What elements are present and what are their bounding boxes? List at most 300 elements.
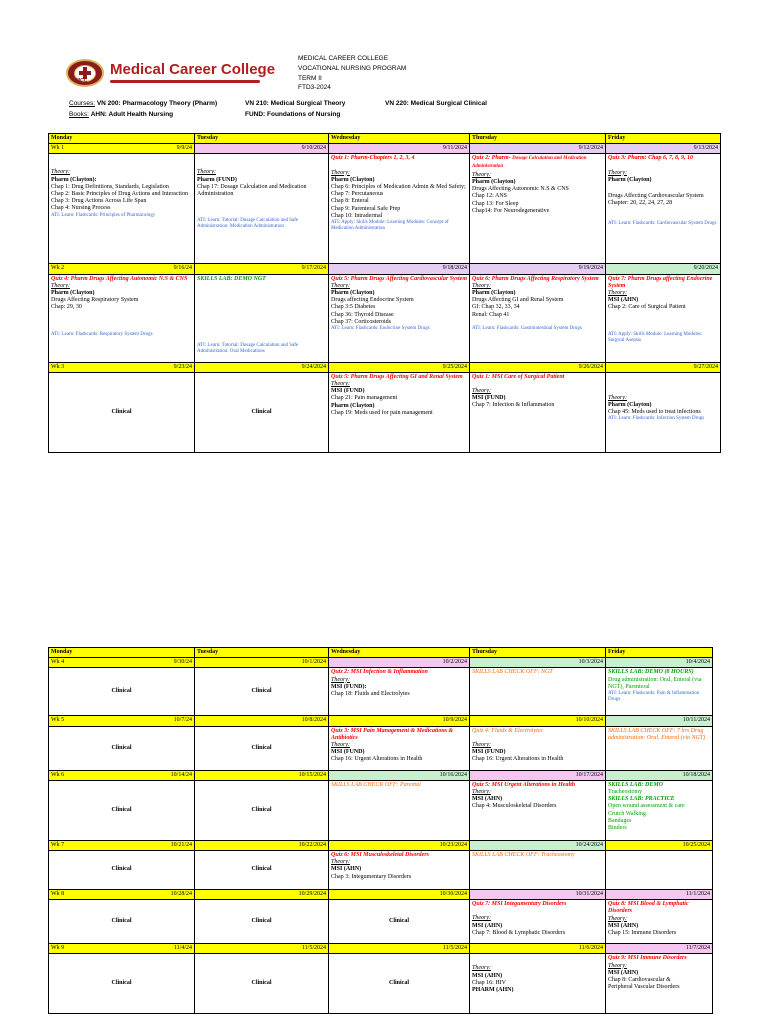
day-friday: Friday [606,134,721,144]
day-cell [606,274,721,362]
day-wednesday: Wednesday [329,134,470,144]
week-row [49,770,713,780]
quiz-label: Quiz 1: Pharm-Chapters 1, 2, 3, 4 [331,155,415,162]
chapter-line: GI: Chap 32, 33, 34 [472,304,520,311]
chapter-line: Chap 3: Drug Actions Across Life Span [51,198,147,205]
date: 9/20/2024 [693,265,718,272]
theory-label: Theory: [608,394,627,401]
theory-label: Theory: [51,282,70,289]
week-date-cell [49,362,195,372]
date: 10/17/2024 [575,771,603,778]
clinical-cell: Clinical [329,900,470,944]
skills-line: Tracheostomy [608,789,643,796]
theory-label: Theory: [331,676,350,683]
course-title: MSI (AHN) [331,866,362,873]
college-logo [66,58,276,88]
date-cell [329,890,470,900]
theory-label: Theory: [472,915,491,922]
week-label: Wk 7 [51,841,65,848]
chapter-line: Chap 36: Thyroid Disease [331,311,394,318]
date: 10/18/2024 [682,771,710,778]
quiz-label: Quiz 5: Pharm Drugs Affecting Cardiovascular System [331,275,468,282]
week-date-cell [49,716,195,726]
clinical-cell: Clinical [49,668,195,716]
theory-label: Theory: [608,915,627,922]
theory-label: Theory: [608,290,627,297]
date: 10/24/2024 [575,841,603,848]
quiz-label: Quiz 6: Pharm Drugs Affecting Respiratory System [472,275,599,282]
clinical-cell: Clinical [49,900,195,944]
day-cell [470,726,606,770]
courses-books-mid [245,98,345,120]
date: 9/18/2024 [442,265,467,272]
chapter-line: Chap 10: Intradermal [331,212,383,219]
quiz-label: Quiz 5: MSI Urgent Alterations in Health [472,781,576,788]
week-content-row [49,851,713,890]
course-title: Pharm (Clayton) [472,290,516,297]
chapter-line: Chap 9: Parenteral Safe Prep [331,205,401,212]
day-cell [329,851,470,890]
day-cell [329,780,470,840]
date: 11/4/24 [173,945,192,952]
week-row [49,264,721,274]
chapter-line: Chap 15: Immune Disorders [608,930,677,937]
week-date-cell [49,144,195,154]
day-cell [470,954,606,1014]
skills-line: Bandages [608,817,632,824]
date-cell [195,840,329,850]
date-cell [470,890,606,900]
header-line: TERM II [298,74,322,82]
date-cell [606,264,721,274]
theory-label: Theory: [472,282,491,289]
ati-link[interactable]: ATI: Learn: Flashcards: Pain & Inflammation Drugs [608,691,700,703]
theory-label: Theory: [331,169,350,176]
course-title: MSI (AHN) [472,972,503,979]
date: 10/3/2024 [578,659,603,666]
chapter-line: Drugs affecting Endocrine System [331,297,414,304]
course-title: MSI (AHN) [608,922,639,929]
week-row [49,944,713,954]
ati-link[interactable]: ATI: Learn: Flashcards: Respiratory System Drugs [51,331,153,337]
day-cell [329,726,470,770]
day-cell [470,668,606,716]
quiz-label: Quiz 6: MSI Musculoskeletal Disorders [331,852,430,859]
ati-link[interactable]: ATI: Learn: Flashcards: Infection System Drugs [608,416,705,422]
week-row [49,840,713,850]
week-row [49,144,721,154]
skills-line: Crutch Walking [608,810,646,817]
course-title: Pharm (Clayton) [331,290,375,297]
clinical-cell: Clinical [49,780,195,840]
clinical-cell: Clinical [195,954,329,1014]
day-cell [606,900,713,944]
date: 10/21/24 [170,841,192,848]
chapter-line: Renal: Chap 41 [472,311,510,318]
skills-line: Binders [608,825,627,832]
header-line: FTD3-2024 [298,84,331,92]
chapter-line: Chapter: 20, 22, 24, 27, 28 [608,200,673,207]
date: 9/10/2024 [301,145,326,152]
date-cell [329,144,470,154]
date-cell [195,770,329,780]
date-cell [195,716,329,726]
college-seal-icon: MCC [66,59,104,87]
date: 10/7/24 [173,717,192,724]
theory-label: Theory: [331,742,350,749]
date-cell [470,658,606,668]
chapter-line: Chap 2: Care of Surgical Patient [608,304,686,311]
date-cell [470,264,606,274]
date: 11/7/2024 [685,945,710,952]
date: 10/1/2024 [301,659,326,666]
skills-checkoff-label: SKILLS LAB CHECK OFF: Parental [331,781,421,788]
course-title: Pharm (Clayton) [608,176,652,183]
day-thursday: Thursday [470,134,606,144]
date: 10/11/2024 [682,717,710,724]
quiz-label: Quiz 2: MSI Infection & Inflammation [331,669,428,676]
clinical-cell: Clinical [195,851,329,890]
date: 9/17/2024 [301,265,326,272]
week-row [49,362,721,372]
date: 10/25/2024 [682,841,710,848]
theory-label: Theory: [472,965,491,972]
day-cell [470,900,606,944]
day-cell [329,372,470,452]
theory-label: Theory: [472,388,491,395]
ati-link[interactable]: ATI: Apply: Skills Module: Learning Modules: Surgical Asepsis [608,331,703,343]
theory-label: Theory: [331,282,350,289]
quiz-label: Quiz 8: MSI Blood & Lymphatic Disorders [608,901,689,915]
course-title: Pharm (Clayton) [331,176,375,183]
chapter-line: Chap: 29, 30 [51,304,82,311]
quiz-label: Quiz 4: Pharm Drugs Affecting Autonomic N.S & CNS [51,275,188,282]
courses-label: Courses: [69,100,96,107]
skills-line: Open wound assessment & care [608,803,685,810]
date: 10/16/2024 [439,771,467,778]
day-tuesday: Tuesday [195,134,329,144]
date-cell [195,264,329,274]
theory-label: Theory: [331,859,350,866]
chapter-line: Chap 8: Enteral [331,198,369,205]
date: 10/29/2024 [298,891,326,898]
date: 9/24/2024 [301,363,326,370]
clinical-cell: Clinical [49,851,195,890]
quiz-label: Quiz 1: MSI Care of Surgical Patient [472,373,565,380]
chapter-line: Chap 16: HIV [472,979,506,986]
day-cell [606,851,713,890]
week-date-cell [49,944,195,954]
day-cell [470,274,606,362]
ati-link[interactable]: ATI: Learn: Flashcards: Cardiovascular System Drugs [608,221,717,227]
course-vn200: VN 200: Pharmacology Theory (Pharm) [96,100,218,107]
week-label: Wk 1 [51,145,65,152]
course-title: Pharm (Clayton) [331,402,375,409]
day-cell [470,372,606,452]
clinical-cell: Clinical [195,668,329,716]
theory-label: Theory: [331,381,350,388]
date-cell [606,944,713,954]
date: 10/8/2024 [301,717,326,724]
clinical-cell: Clinical [195,780,329,840]
skills-lab-label: SKILLS LAB: DEMO [608,781,664,788]
course-vn210: VN 210: Medical Surgical Theory [245,100,346,107]
date-cell [606,362,721,372]
theory-label: Theory: [608,169,627,176]
schedule-table-2 [48,647,713,1014]
ati-link[interactable]: ATI: Learn: Flashcards: Endocrine System Drugs [331,326,430,332]
week-row [49,716,713,726]
ati-link[interactable]: ATI: Learn: Tutorial: Dosage Calculation and Safe Administration: Medication Administration [197,218,299,230]
chapter-line: Chap 7: Infection & Inflammation [472,402,555,409]
books-label: Books: [69,111,89,118]
day-monday: Monday [49,134,195,144]
date: 9/13/2024 [693,145,718,152]
day-header-row [49,134,721,144]
book-ahn: AHN: Adult Health Nursing [90,111,174,118]
theory-label: Theory: [472,741,491,748]
date: 9/25/2024 [442,363,467,370]
skills-line: Drug administration: Oral, Enteral (via NGT), Parenteral [608,676,702,690]
date-cell [470,840,606,850]
date-cell [470,362,606,372]
chapter-line: Drugs Affecting Cardiovascular System [608,193,704,200]
date-cell [329,658,470,668]
date-cell [195,944,329,954]
chapter-line: Chap 18: Fluids and Electrolytes [331,691,410,698]
day-cell [329,668,470,716]
skills-checkoff-label: SKILLS LAB CHECK OFF: Tracheostomy [472,852,575,859]
week-label: Wk 5 [51,717,65,724]
clinical-cell: Clinical [195,726,329,770]
day-cell [470,154,606,264]
course-title: MSI (FUND) [472,395,506,402]
clinical-cell: Clinical [329,954,470,1014]
day-cell [606,668,713,716]
day-cell [606,726,713,770]
date: 9/23/24 [173,363,192,370]
chapter-line: Chap 6: Principles of Medication Admin & Med Safety; [331,184,466,191]
day-cell [49,154,195,264]
day-cell [195,274,329,362]
date-cell [329,716,470,726]
day-cell [470,780,606,840]
chapter-line: Chap 17: Dosage Calculation and Medication Administration [197,183,307,198]
week-date-cell [49,890,195,900]
week-content-row [49,372,721,452]
courses-books-left [69,98,217,120]
quiz-label: Quiz 7: Pharm Drugs affecting Endocrine System [608,275,713,289]
week-date-cell [49,770,195,780]
day-wednesday: Wednesday [329,648,470,658]
theory-label: Theory: [472,789,491,796]
date-cell [606,770,713,780]
ati-link[interactable]: ATI: Learn: Flashcards: Gastrointestinal System Drugs [472,325,582,331]
week-label: Wk 4 [51,659,65,666]
chapter-line: Chap 4: Musculoskeletal Disorders [472,803,557,810]
week-date-cell [49,840,195,850]
quiz-label: Quiz 9: MSI Immune Disorders [608,955,687,962]
date: 10/4/2024 [685,659,710,666]
date-cell [195,144,329,154]
date: 11/1/2024 [685,891,710,898]
day-cell [329,154,470,264]
clinical-cell: Clinical [49,954,195,1014]
date: 10/2/2024 [442,659,467,666]
courses-right [385,98,487,109]
week-row [49,658,713,668]
quiz-topic: Dosage Calculation and Medication Administration [472,156,587,169]
chapter-line: Drugs Affecting Autonomic N.S & CNS [472,186,569,193]
week-content-row [49,726,713,770]
chapter-line: Chap 37: Corticosteroids [331,318,391,325]
date: 10/23/2024 [439,841,467,848]
skills-lab-label: SKILLS LAB: DEMO NGT [197,275,266,282]
theory-label: Theory: [608,962,627,969]
chapter-line: Peripheral Vascular Disorders [608,984,680,991]
chapter-line: Chap 7: Percutaneous [331,191,384,198]
course-title: MSI (FUND) [331,749,365,756]
date-cell [606,658,713,668]
logo-name: Medical Career College [110,61,276,78]
date: 10/14/24 [170,771,192,778]
course-title: MSI (FUND): [331,683,367,690]
skills-lab-label: SKILLS LAB: DEMO (8 HOURS) [608,669,694,676]
date-cell [195,890,329,900]
week-content-row [49,954,713,1014]
date-cell [606,716,713,726]
date-cell [470,770,606,780]
chapter-line: Chap14: For Neurodegenerative [472,207,550,214]
theory-label: Theory: [472,171,491,178]
day-thursday: Thursday [470,648,606,658]
clinical-cell: Clinical [49,372,195,452]
date-cell [470,944,606,954]
chapter-line: Chap 12: ANS [472,193,508,200]
chapter-line: Chap 8: Cardiovascular & [608,977,671,984]
date-cell [195,362,329,372]
week-content-row [49,154,721,264]
chapter-line: Chap 7: Blood & Lymphatic Disorders [472,929,566,936]
course-title: MSI (FUND) [331,388,365,395]
date-cell [329,944,470,954]
date-cell [606,840,713,850]
theory-label: Theory: [197,169,216,176]
header-line: MEDICAL CAREER COLLEGE [298,55,389,62]
course-title: MSI (FUND) [472,749,506,756]
chapter-line: Chap 3:5 Diabetes [331,304,376,311]
day-cell [606,154,721,264]
day-cell [606,954,713,1014]
course-title: MSI (AHN) [608,297,639,304]
ati-link[interactable]: ATI: Learn: Tutorial: Dosage Calculation and Safe Administration: Oral Medications [197,342,299,354]
day-cell [329,274,470,362]
date-cell [329,264,470,274]
date: 9/19/2024 [578,265,603,272]
date-cell [329,362,470,372]
quiz-label: Quiz 3: Pharm: Chap 6, 7, 8, 9, 10 [608,155,694,162]
date: 11/6/2024 [578,945,603,952]
week-content-row [49,668,713,716]
quiz-label: Quiz 5: Pharm Drugs Affecting GI and Renal System [331,373,463,380]
ati-link[interactable]: ATI: Apply: Skills Module: Learning Modules: Concept of Medication Administration [331,220,449,232]
chapter-line: Chap 3: Integumentary Disorders [331,873,412,880]
date: 10/22/2024 [298,841,326,848]
header-line: VOCATIONAL NURSING PROGRAM [298,64,407,72]
chapter-line: Chap 4: Nursing Process [51,205,111,212]
date: 10/10/2024 [575,717,603,724]
logo-swoosh [110,80,260,83]
week-date-cell [49,264,195,274]
course-title: MSI (AHN) [472,796,503,803]
course-title: Pharm (Clayton) [608,402,652,409]
chapter-line: Chap 2: Basic Principles of Drug Actions and Interaction [51,191,188,198]
chapter-line: Chap 19: Meds used for pain management [331,409,433,416]
clinical-cell: Clinical [195,900,329,944]
quiz-label: Quiz 7: MSI Integumentary Disorders [472,901,567,908]
day-tuesday: Tuesday [195,648,329,658]
date-cell [470,716,606,726]
day-cell [195,154,329,264]
date: 9/26/2024 [578,363,603,370]
week-label: Wk 9 [51,945,65,952]
date: 11/5/2024 [301,945,326,952]
week-content-row [49,780,713,840]
day-header-row [49,648,713,658]
date-cell [329,770,470,780]
week-label: Wk 8 [51,891,65,898]
chapter-line: Chap 16: Urgent Alterations in Health [331,756,423,763]
chapter-line: Drugs Affecting GI and Renal System [472,297,564,304]
chapter-line: Chap 1: Drug Definitions, Standards, Legislation [51,183,169,190]
day-cell [606,780,713,840]
course-title: MSI (AHN) [472,922,503,929]
date: 9/9/24 [176,145,192,152]
week-date-cell [49,658,195,668]
date: 9/30/24 [173,659,192,666]
quiz-label: Quiz 4: Fluids & Electrolytes [472,727,543,734]
course-title: Pharm (FUND) [197,176,237,183]
date: 11/5/2024 [442,945,467,952]
ati-link[interactable]: ATI: Learn: Flashcards: Principles of Pharmacology [51,212,156,218]
schedule-table-1 [48,133,721,453]
day-friday: Friday [606,648,713,658]
day-cell [606,372,721,452]
clinical-cell: Clinical [195,372,329,452]
chapter-line: Chap 16: Urgent Alterations in Health [472,756,564,763]
date: 10/9/2024 [442,717,467,724]
date: 9/12/2024 [578,145,603,152]
book-fund: FUND: Foundations of Nursing [245,111,341,118]
week-content-row [49,900,713,944]
course-title: Pharm (Clayton): [51,176,97,183]
skills-checkoff-label: SKILLS LAB CHECK OFF: NGT [472,669,553,676]
date: 9/16/24 [173,265,192,272]
date-cell [470,144,606,154]
chapter-line: Chap 13: For Sleep [472,200,519,207]
course-title: Pharm (Clayton) [51,290,95,297]
day-cell [49,274,195,362]
date: 9/27/2024 [693,363,718,370]
date-cell [606,144,721,154]
day-monday: Monday [49,648,195,658]
document-header [298,54,406,93]
course-title: Pharm (Clayton) [472,179,516,186]
course-title: PHARM (AHN) [472,987,514,994]
skills-lab-label: SKILLS LAB: PRACTICE [608,796,675,803]
week-label: Wk 6 [51,771,65,778]
chapter-line: Chap 45: Meds used to treat infections [608,409,701,416]
